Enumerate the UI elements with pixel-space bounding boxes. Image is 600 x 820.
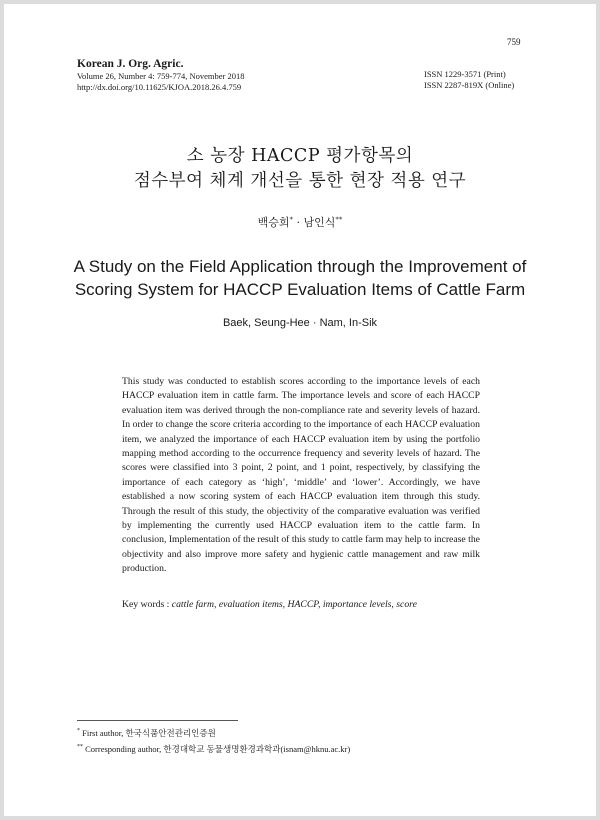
- author-1-ko: 백승희: [257, 216, 290, 229]
- footnote-divider: [77, 720, 238, 721]
- keywords: [122, 599, 417, 610]
- author-2-mark: **: [335, 215, 343, 224]
- issn-print: ISSN 1229-3571 (Print): [424, 69, 506, 79]
- title-korean-line2: 점수부여 체계 개선을 통한 현장 적용 연구: [133, 171, 467, 191]
- doi-link[interactable]: http://dx.doi.org/10.11625/KJOA.2018.26.4.759: [77, 81, 242, 92]
- keywords-label: Key words :: [122, 599, 172, 610]
- title-english-line1: A Study on the Field Application through the Improvement of: [73, 257, 527, 276]
- footnote-first-author: [77, 727, 216, 739]
- author-separator: ·: [293, 216, 304, 229]
- footnote-1-mark: *: [77, 728, 80, 735]
- title-korean-line1: 소 농장 HACCP 평가항목의: [186, 146, 414, 166]
- authors-english: Baek, Seung-Hee · Nam, In-Sik: [222, 317, 378, 329]
- footnote-2-mark: **: [77, 744, 83, 751]
- abstract: This study was conducted to establish scores according to the importance levels of each HACCP evaluation item in cattle farm. The importance levels and score of each HACCP evaluation item was derived through the non-compliance rate and severity levels of hazard. In order to change the score criteria according to the importance of each HACCP evaluation item, we analyzed the importance of each HACCP evaluation item by using the portfolio mapping method according to the occurrence frequency and severity levels of hazard. The scores were classified into 3 point, 2 point, and 1 point, respectively, by classifying the importance of each category as ‘high’, ‘middle’ and ‘lower’. Accordingly, we have established a now scoring system of each HACCP evaluation item through this study. Through the result of this study, the objectivity of the comparative evaluation was verified by implementing the currently used HACCP evaluation item to the cattle farm. In conclusion, Implementation of the result of this study to cattle farm may help to increase the objectivity and also improve more safety and hygienic cattle management and raw milk production.: [122, 376, 480, 575]
- issn-online: ISSN 2287-819X (Online): [424, 79, 515, 90]
- volume-info: Volume 26, Number 4: 759-774, November 2018: [77, 71, 245, 81]
- footnote-corresponding-author: [77, 743, 350, 755]
- page-number: 759: [507, 37, 521, 47]
- footnote-2-text: Corresponding author, 한경대학교 동물생명환경과학과(isnam@hknu.ac.kr): [83, 744, 351, 754]
- title-english: [0, 255, 600, 301]
- authors-korean: [0, 214, 600, 230]
- journal-name: Korean J. Org. Agric.: [77, 58, 184, 70]
- author-2-ko: 남인식: [303, 216, 336, 229]
- issn-block: [424, 69, 514, 90]
- title-korean: [0, 144, 600, 194]
- title-english-line2: Scoring System for HACCP Evaluation Items of Cattle Farm: [74, 280, 526, 299]
- journal-header: [77, 58, 244, 92]
- author-1-mark: *: [289, 215, 293, 224]
- keywords-terms: cattle farm, evaluation items, HACCP, importance levels, score: [171, 599, 417, 610]
- footnote-1-text: First author, 한국식품안전관리인증원: [80, 728, 216, 738]
